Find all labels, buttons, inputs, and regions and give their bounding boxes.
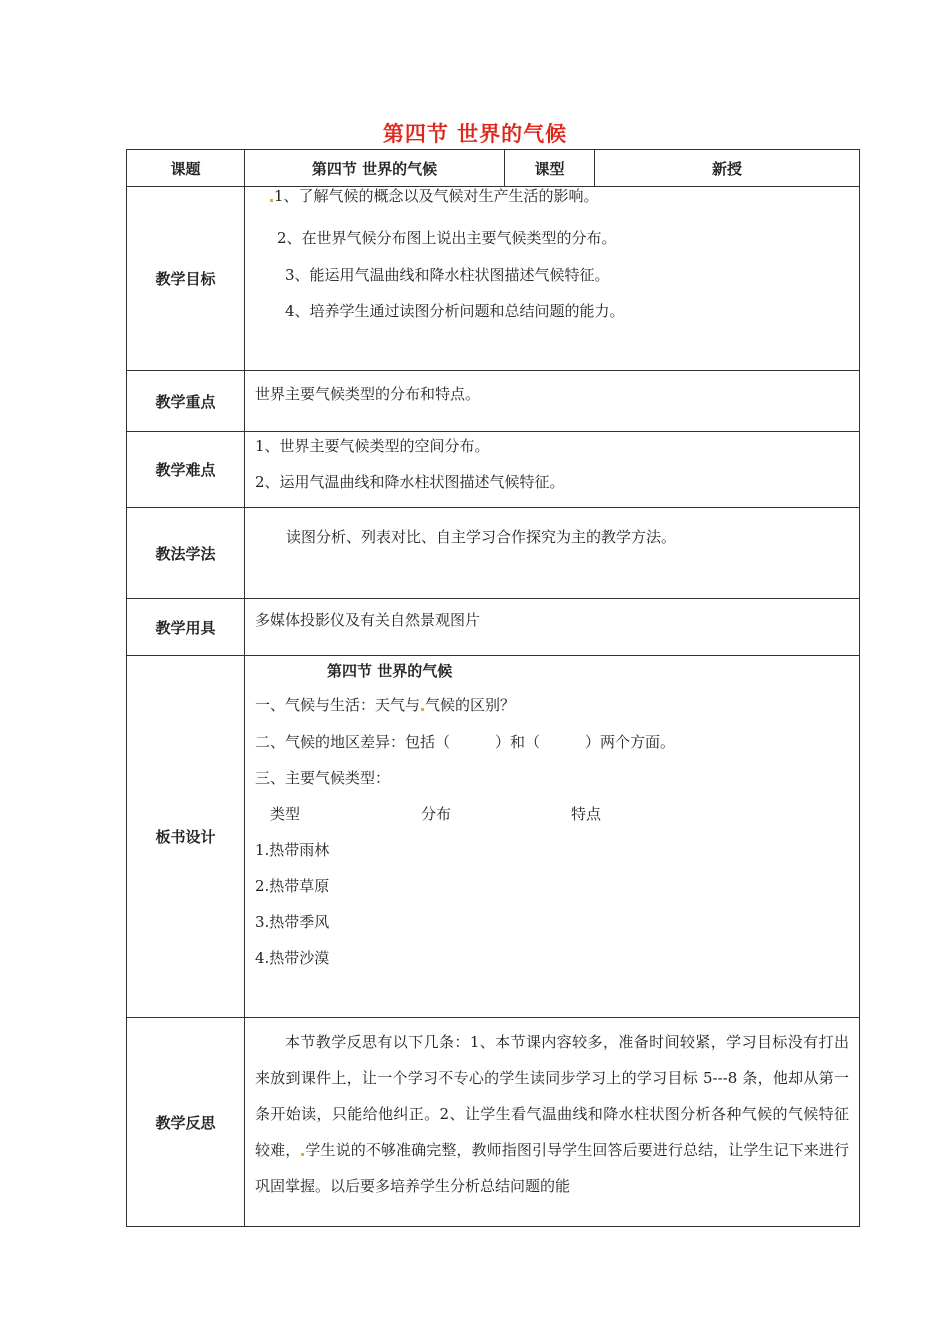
methods-row xyxy=(127,508,860,599)
objectives-content xyxy=(245,187,860,371)
tools-row xyxy=(127,599,860,656)
column-header-distribution: 分布 xyxy=(421,805,452,823)
objective-item: 3、能运用气温曲线和降水柱状图描述气候特征。 xyxy=(285,266,610,284)
column-header-type: 类型 xyxy=(270,805,301,823)
reflection-label: 教学反思 xyxy=(127,1018,245,1227)
marker-dot xyxy=(270,199,273,202)
header-row xyxy=(127,150,860,187)
key-points-label: 教学重点 xyxy=(127,371,245,432)
column-header-features: 特点 xyxy=(571,805,602,823)
difficulty-item: 2、运用气温曲线和降水柱状图描述气候特征。 xyxy=(255,473,565,491)
reflection-text-part: 本节教学反思有以下几条：1、本节课内容较多，准备时间较紧，学习目标没有打出来放到课件上，让一个学习不专心的学生读同步学习上的学习目标 5---8 条，他却从第一条开始读，只能给他纠正。2、让学生看气温曲线和降水柱状图分析各种气候的气候特征较难， xyxy=(255,1033,849,1159)
climate-type-item: 4.热带沙漠 xyxy=(255,949,330,967)
board-design-content xyxy=(245,656,860,1018)
board-design-label: 板书设计 xyxy=(127,656,245,1018)
reflection-row xyxy=(127,1018,860,1227)
board-heading: 第四节 世界的气候 xyxy=(327,662,453,680)
marker-dot xyxy=(301,1153,304,1156)
reflection-content xyxy=(245,1018,860,1227)
difficulty-item: 1、世界主要气候类型的空间分布。 xyxy=(255,437,490,455)
difficulties-label: 教学难点 xyxy=(127,432,245,508)
board-design-row xyxy=(127,656,860,1018)
topic-value: 第四节 世界的气候 xyxy=(245,150,505,187)
methods-label: 教法学法 xyxy=(127,508,245,599)
key-points-row xyxy=(127,371,860,432)
methods-text: 读图分析、列表对比、自主学习合作探究为主的教学方法。 xyxy=(286,528,677,546)
objectives-row xyxy=(127,187,860,371)
key-points-content xyxy=(245,371,860,432)
lesson-plan-table xyxy=(126,149,860,1227)
page-title: 第四节 世界的气候 xyxy=(382,122,568,146)
difficulties-content xyxy=(245,432,860,508)
board-line: 气候的区别？ xyxy=(425,696,516,714)
lesson-type-label: 课型 xyxy=(505,150,595,187)
marker-dot xyxy=(421,708,424,711)
lesson-type-value: 新授 xyxy=(595,150,860,187)
difficulties-row xyxy=(127,432,860,508)
methods-content xyxy=(245,508,860,599)
board-line: 二、气候的地区差异：包括（ ）和（ ）两个方面。 xyxy=(255,733,676,751)
tools-content xyxy=(245,599,860,656)
board-line: 三、主要气候类型： xyxy=(255,769,391,787)
board-line: 一、气候与生活：天气与 xyxy=(255,696,421,714)
climate-type-item: 2.热带草原 xyxy=(255,877,330,895)
climate-type-item: 3.热带季风 xyxy=(255,913,330,931)
key-points-text: 世界主要气候类型的分布和特点。 xyxy=(255,385,481,403)
topic-label: 课题 xyxy=(127,150,245,187)
tools-label: 教学用具 xyxy=(127,599,245,656)
reflection-text xyxy=(255,1024,849,1204)
reflection-text-part: 学生说的不够准确完整，教师指图引导学生回答后要进行总结，让学生记下来进行巩固掌握。以后要多培养学生分析总结问题的能 xyxy=(255,1141,849,1195)
objective-item: 4、培养学生通过读图分析问题和总结问题的能力。 xyxy=(285,302,625,320)
objective-item: 2、在世界气候分布图上说出主要气候类型的分布。 xyxy=(277,229,617,247)
climate-type-item: 1.热带雨林 xyxy=(255,841,330,859)
tools-text: 多媒体投影仪及有关自然景观图片 xyxy=(255,611,481,629)
objectives-label: 教学目标 xyxy=(127,187,245,371)
objective-item: 1、了解气候的概念以及气候对生产生活的影响。 xyxy=(274,187,599,205)
